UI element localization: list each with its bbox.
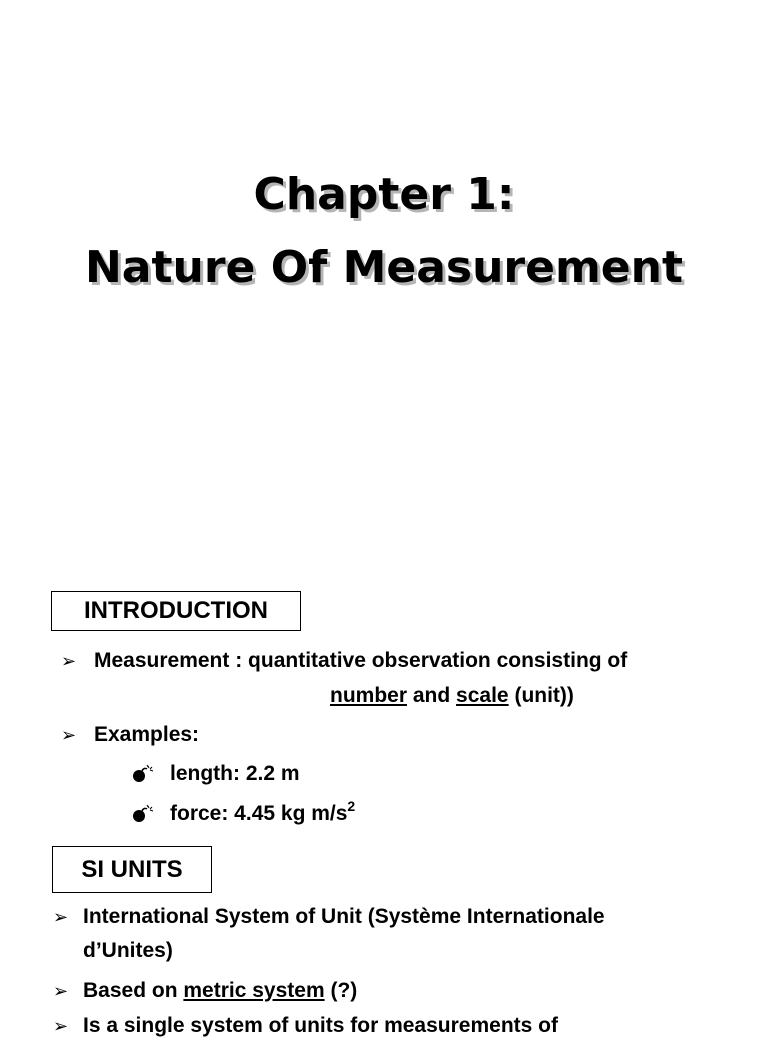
single-system-line: Is a single system of units for measurements of <box>83 1014 558 1037</box>
chapter-title-line1: Chapter 1: <box>253 169 515 220</box>
measurement-definition-cont <box>330 682 574 710</box>
bomb-bullet-icon <box>131 804 155 824</box>
metric-system-line <box>83 977 357 1005</box>
arrowhead-bullet-icon: ➢ <box>53 981 69 1001</box>
si-units-heading-text: SI UNITS <box>81 855 183 883</box>
based-on-text: Based on <box>83 979 178 1002</box>
introduction-heading <box>51 591 301 631</box>
introduction-heading-text: INTRODUCTION <box>84 597 268 624</box>
question-text: (?) <box>330 979 358 1002</box>
si-definition-cont: d’Unites) <box>83 939 173 962</box>
arrowhead-bullet-icon: ➢ <box>61 725 77 745</box>
number-word: number <box>330 684 408 707</box>
example-force-superscript: 2 <box>347 798 356 814</box>
unit-paren: (unit)) <box>514 684 574 707</box>
scale-word: scale <box>456 684 509 707</box>
chapter-title-line2: Nature Of Measurement <box>84 242 684 293</box>
example-length: length: 2.2 m <box>170 762 300 785</box>
bomb-bullet-icon <box>131 764 155 784</box>
arrowhead-bullet-icon: ➢ <box>53 1016 69 1036</box>
si-definition: International System of Unit (Système Internationale <box>83 905 605 928</box>
arrowhead-bullet-icon: ➢ <box>61 651 77 671</box>
metric-system-text: metric system <box>183 979 325 1002</box>
measurement-definition: Measurement : quantitative observation consisting of <box>94 649 628 672</box>
examples-label: Examples: <box>94 723 200 746</box>
si-units-heading <box>52 846 212 893</box>
arrowhead-bullet-icon: ➢ <box>53 907 69 927</box>
and-word: and <box>412 684 451 707</box>
example-force <box>170 800 355 828</box>
example-force-text: force: 4.45 kg m/s <box>170 802 348 825</box>
